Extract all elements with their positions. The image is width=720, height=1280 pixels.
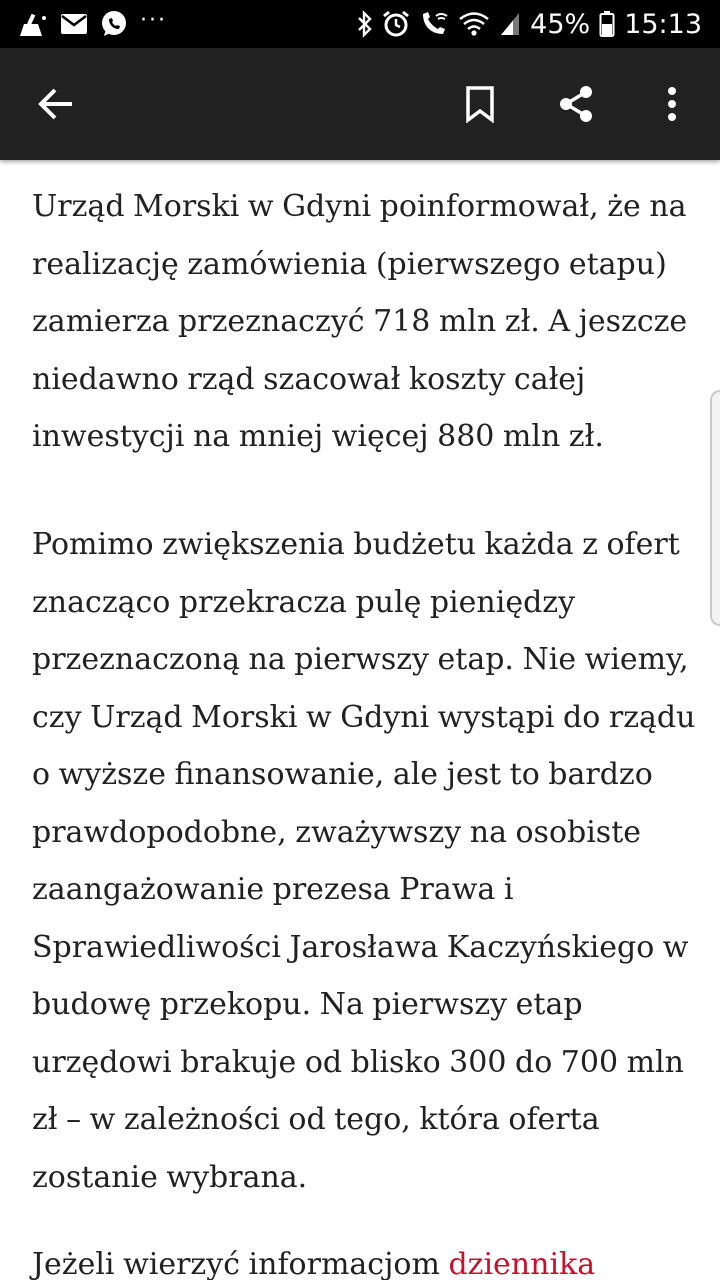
notification-area — [16, 7, 179, 38]
share-button[interactable] — [548, 76, 604, 132]
system-status-area — [348, 9, 702, 40]
battery-icon — [599, 10, 615, 38]
bluetooth-icon — [357, 10, 373, 38]
more-notifications-indicator: ··· — [140, 7, 167, 33]
article-paragraph-3-text: Jeżeli wierzyć informacjom — [32, 1247, 440, 1280]
signal-icon — [499, 11, 521, 37]
cleaner-icon — [16, 10, 48, 38]
article-paragraph-1: Urząd Morski w Gdyni poinformował, że na realizację zamówienia (pierwszego etapu) zamierza przeznaczyć 718 mln zł. A jeszcze niedawno rząd szacował koszty całej inwestycji na mniej więcej 880 mln zł. — [32, 189, 688, 454]
more-vert-icon — [667, 86, 677, 122]
share-icon — [556, 84, 596, 124]
back-button[interactable] — [28, 76, 84, 132]
battery-percent: 45% — [530, 8, 591, 40]
arrow-back-icon — [38, 86, 74, 122]
alarm-icon — [382, 10, 410, 38]
status-bar — [0, 0, 720, 48]
bookmark-icon — [465, 85, 495, 123]
bookmark-button[interactable] — [452, 76, 508, 132]
article-paragraph-2: Pomimo zwiększenia budżetu każda z ofert znacząco przekracza pulę pieniędzy przeznaczoną na pierwszy etap. Nie wiemy, czy Urząd Morski w Gdyni wystąpi do rządu o wyższe finansowanie, ale jest to bardzo prawdopodobne, zważywszy na osobiste zaangażowanie prezesa Prawa i Sprawiedliwości Jarosława Kaczyńskiego w budowę przekopu. Na pierwszy etap urzędowi brakuje od blisko 300 do 700 mln zł – w zależności od tego, która oferta zostanie wybrana. — [32, 527, 696, 1195]
whatsapp-icon — [100, 10, 128, 38]
scroll-indicator[interactable] — [710, 390, 720, 626]
article-content[interactable] — [0, 160, 720, 1280]
more-options-button[interactable] — [644, 76, 700, 132]
mail-icon — [60, 12, 88, 36]
article-paragraph-3 — [32, 1236, 702, 1280]
wifi-icon — [458, 11, 490, 37]
article-link[interactable]: dziennika — [448, 1247, 596, 1280]
wifi-calling-icon — [419, 10, 449, 38]
app-bar — [0, 48, 720, 160]
status-time: 15:13 — [624, 8, 702, 40]
